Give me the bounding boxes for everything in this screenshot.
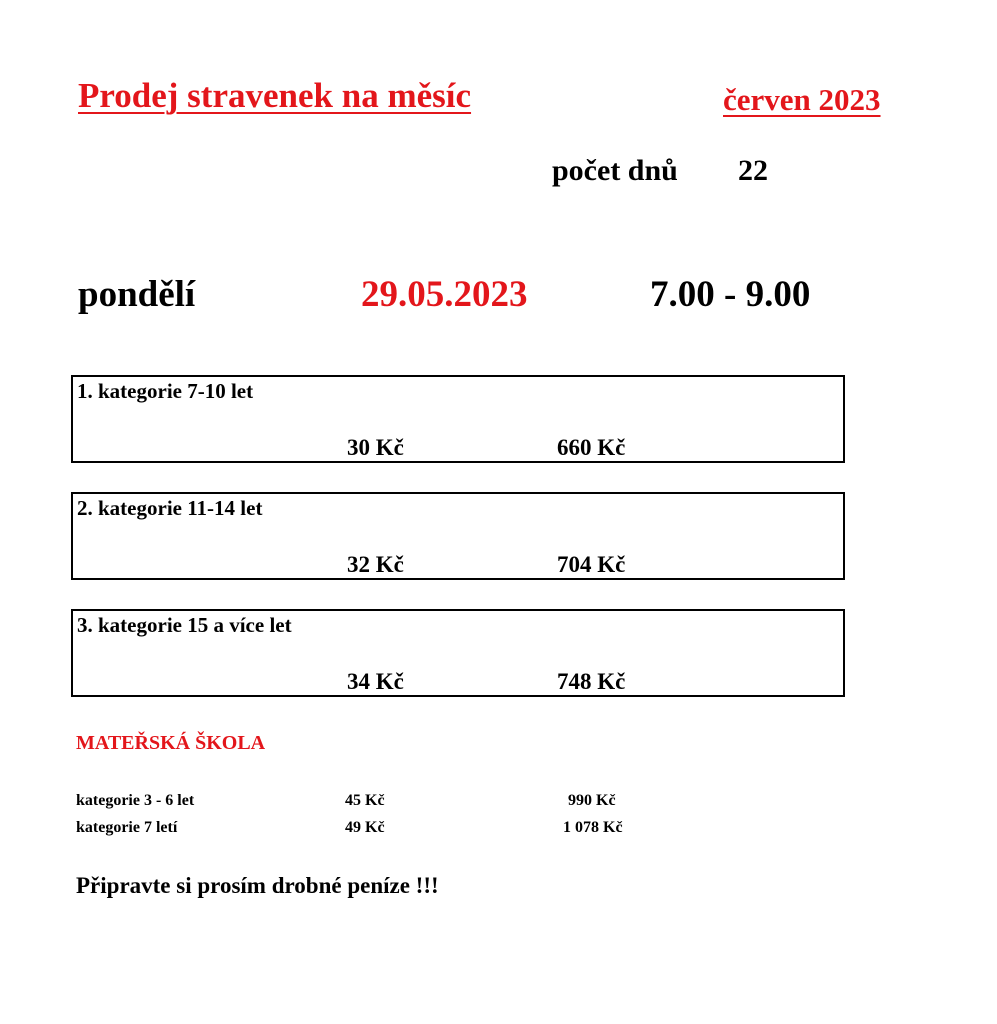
category-label: 3. kategorie 15 a více let — [77, 613, 292, 637]
cash-note: Připravte si prosím drobné peníze !!! — [76, 873, 439, 898]
kindergarten-row-monthly-price: 990 Kč — [568, 792, 616, 809]
page-title: Prodej stravenek na měsíc — [78, 76, 472, 115]
category-daily-price: 30 Kč — [347, 435, 404, 460]
kindergarten-row-daily-price: 45 Kč — [345, 792, 385, 809]
category-box-1 — [71, 375, 845, 463]
days-count-label: počet dnů — [552, 154, 678, 187]
kindergarten-row-label: kategorie 7 letí — [76, 819, 178, 836]
sale-weekday: pondělí — [78, 274, 196, 315]
kindergarten-heading: MATEŘSKÁ ŠKOLA — [76, 732, 266, 754]
category-box-3 — [71, 609, 845, 697]
days-count-value: 22 — [738, 154, 768, 187]
month-label: červen 2023 — [723, 82, 881, 117]
category-monthly-price: 748 Kč — [557, 669, 626, 694]
sale-date: 29.05.2023 — [361, 274, 528, 315]
kindergarten-row-daily-price: 49 Kč — [345, 819, 385, 836]
category-daily-price: 32 Kč — [347, 552, 404, 577]
category-monthly-price: 704 Kč — [557, 552, 626, 577]
category-label: 2. kategorie 11-14 let — [77, 496, 263, 520]
category-label: 1. kategorie 7-10 let — [77, 379, 254, 403]
kindergarten-row-label: kategorie 3 - 6 let — [76, 792, 195, 809]
kindergarten-row-monthly-price: 1 078 Kč — [563, 819, 623, 836]
sale-hours: 7.00 - 9.00 — [650, 274, 811, 315]
category-box-2 — [71, 492, 845, 580]
category-monthly-price: 660 Kč — [557, 435, 626, 460]
category-daily-price: 34 Kč — [347, 669, 404, 694]
